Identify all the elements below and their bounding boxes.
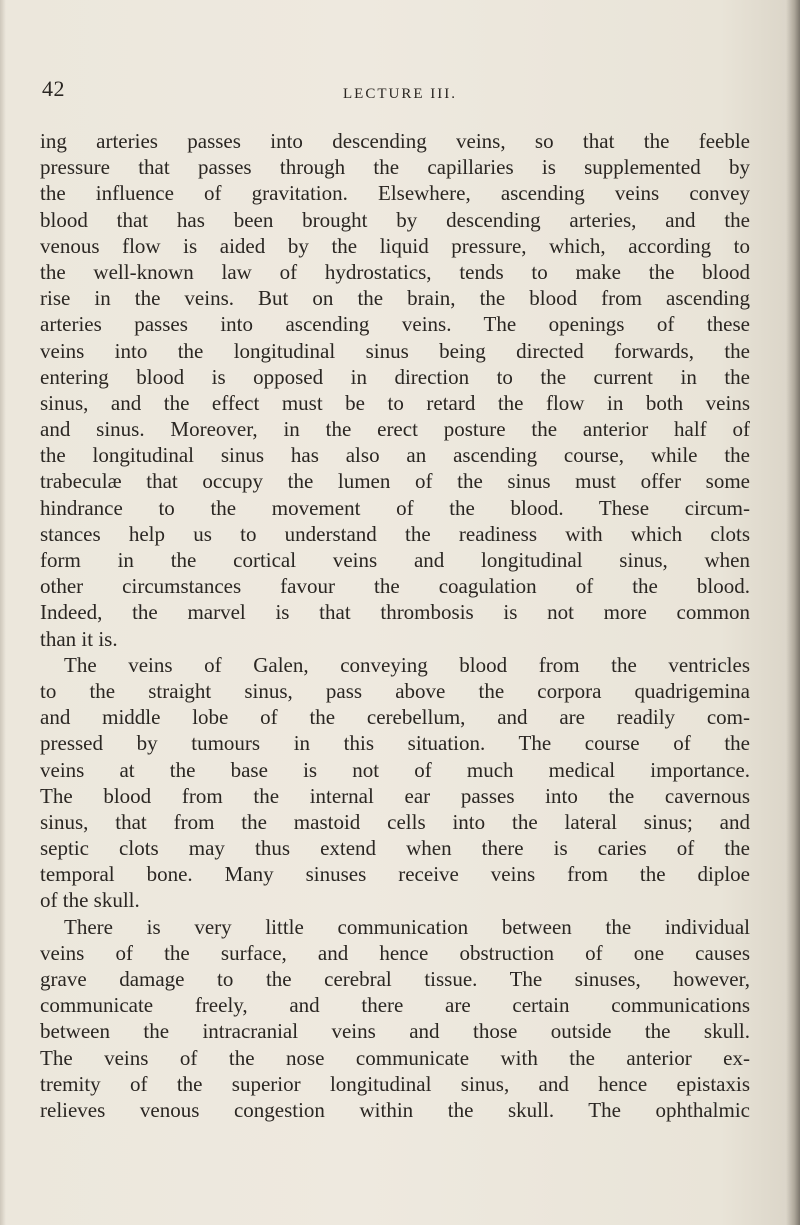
text-line: to the straight sinus, pass above the corpora quadrigemina [40,678,750,703]
text-line: sinus, that from the mastoid cells into the lateral sinus; and [40,809,750,834]
text-line: the well-known law of hydrostatics, tends to make the blood [40,259,750,284]
text-line: sinus, and the effect must be to retard the flow in both veins [40,390,750,415]
text-line: communicate freely, and there are certain communications [40,993,750,1018]
text-line: form in the cortical veins and longitudinal sinus, when [40,548,750,572]
text-line: The blood from the internal ear passes into the cavernous [40,783,750,808]
text-line: hindrance to the movement of the blood. These circum- [40,495,750,520]
text-line: venous flow is aided by the liquid pressure, which, according to [40,233,750,258]
text-line: pressure that passes through the capillaries is supplemented by [40,155,750,180]
text-line: other circumstances favour the coagulation of the blood. [40,574,750,599]
running-head: LECTURE III. [343,86,457,102]
text-line: stances help us to understand the readiness with which clots [40,521,750,546]
page-left-edge-shadow [0,0,6,1225]
text-line: The veins of Galen, conveying blood from the ventricles [64,652,750,677]
text-line: rise in the veins. But on the brain, the blood from ascending [40,286,750,311]
text-line: and middle lobe of the cerebellum, and are readily com- [40,705,750,730]
text-line: tremity of the superior longitudinal sinus, and hence epistaxis [40,1071,750,1096]
text-line: relieves venous congestion within the skull. The ophthalmic [40,1097,750,1122]
text-line: veins at the base is not of much medical importance. [40,757,750,782]
text-line: pressed by tumours in this situation. The course of the [40,731,750,756]
text-line: and sinus. Moreover, in the erect posture the anterior half of [40,417,750,442]
text-line: trabeculæ that occupy the lumen of the sinus must offer some [40,469,750,494]
text-line: veins into the longitudinal sinus being directed forwards, the [40,338,750,363]
text-line: of the skull. [40,888,140,913]
text-line: than it is. [40,626,118,651]
text-line: ing arteries passes into descending veins, so that the feeble [40,129,750,153]
text-line: between the intracranial veins and those outside the skull. [40,1019,750,1044]
text-line: veins of the surface, and hence obstruction of one causes [40,940,750,965]
text-line: arteries passes into ascending veins. The openings of these [40,312,750,337]
text-line: Indeed, the marvel is that thrombosis is not more common [40,600,750,625]
text-line: the longitudinal sinus has also an ascending course, while the [40,443,750,468]
body-text [40,128,750,1123]
text-line: grave damage to the cerebral tissue. The sinuses, however, [40,967,750,991]
text-line: septic clots may thus extend when there is caries of the [40,836,750,861]
text-line: entering blood is opposed in direction to the current in the [40,364,750,389]
text-line: The veins of the nose communicate with the anterior ex- [40,1045,750,1070]
page-right-edge-shadow [786,0,800,1225]
text-line: blood that has been brought by descending arteries, and the [40,207,750,232]
text-line: the influence of gravitation. Elsewhere, ascending veins convey [40,181,750,206]
page-number: 42 [42,76,65,101]
text-line: There is very little communication between the individual [64,914,750,939]
text-line: temporal bone. Many sinuses receive veins from the diploe [40,862,750,887]
